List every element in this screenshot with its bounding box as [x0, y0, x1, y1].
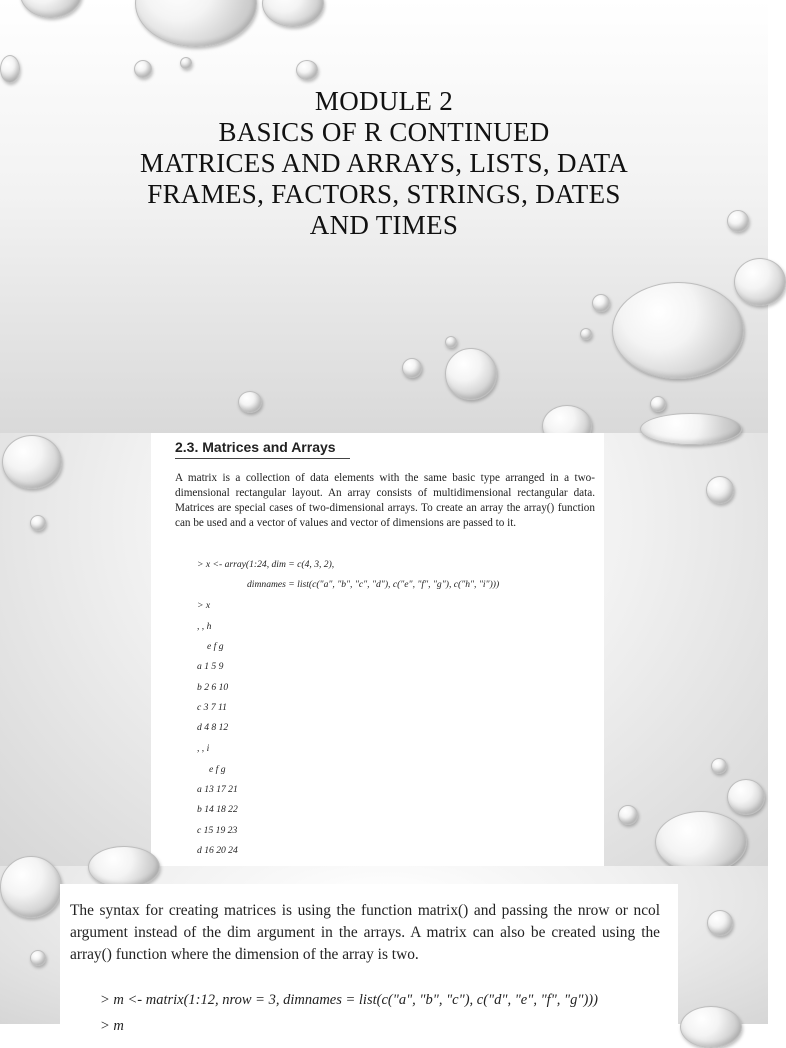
title-line: MODULE 2: [314, 86, 454, 116]
code-line: b 2 6 10: [197, 682, 229, 693]
content-slide-matrix: [0, 866, 768, 1034]
water-drop-decoration: [402, 358, 422, 378]
code-line: e f g: [207, 641, 224, 652]
title-line: BASICS OF R CONTINUED: [218, 117, 550, 147]
code-line: a 1 5 9: [197, 661, 224, 672]
code-line: > m: [100, 1018, 124, 1034]
section-heading: 2.3. Matrices and Arrays: [175, 439, 350, 459]
water-drop-decoration: [580, 328, 592, 340]
water-drop-decoration: [238, 391, 262, 413]
water-drop-decoration: [618, 805, 638, 825]
code-line: b 14 18 22: [197, 804, 238, 815]
code-line: d 4 8 12: [197, 722, 229, 733]
code-line: c 15 19 23: [197, 825, 238, 836]
code-line: > m <- matrix(1:12, nrow = 3, dimnames = list(c("a", "b", "c"), c("d", "e", "f", "g"))): [100, 992, 598, 1008]
water-drop-decoration: [88, 846, 160, 888]
water-drop-decoration: [640, 413, 742, 445]
code-line: > x: [197, 600, 211, 611]
section-paragraph: A matrix is a collection of data elements with the same basic type arranged in a two-dimensional rectangular layout. An array consists of multidimensional rectangular data. Matrices are special cases of two-dimensional arrays. To create an array the array() function can be used and a vector of values and vector of dimensions are passed to it.: [175, 472, 595, 529]
water-drop-decoration: [707, 910, 733, 936]
water-drop-decoration: [2, 435, 62, 489]
water-drop-decoration: [680, 1006, 742, 1048]
code-line: , , h: [197, 621, 212, 632]
code-line: , , i: [197, 743, 210, 754]
code-line: e f g: [209, 764, 226, 775]
code-line: c 3 7 11: [197, 702, 227, 713]
section-paragraph: The syntax for creating matrices is using the function matrix() and passing the nrow or ncol argument instead of the dim argument in the arrays. A matrix can also be created using the array() function where the dimension of the array is two.: [70, 902, 660, 963]
code-line: dimnames = list(c("a", "b", "c", "d"), c("e", "f", "g"), c("h", "i"))): [247, 579, 500, 590]
water-drop-decoration: [134, 60, 152, 78]
water-drop-decoration: [0, 55, 20, 83]
water-drop-decoration: [30, 515, 46, 531]
title-line: AND TIMES: [309, 210, 459, 240]
water-drop-decoration: [706, 476, 734, 504]
water-drop-decoration: [727, 779, 765, 815]
code-line: > x <- array(1:24, dim = c(4, 3, 2),: [197, 559, 335, 570]
water-drop-decoration: [727, 210, 749, 232]
water-drop-decoration: [650, 396, 666, 412]
title-slide: [0, 0, 768, 433]
code-line: a 13 17 21: [197, 784, 238, 795]
water-drop-decoration: [30, 950, 46, 966]
water-drop-decoration: [612, 282, 744, 379]
water-drop-decoration: [711, 758, 727, 774]
water-drop-decoration: [0, 856, 62, 918]
water-drop-decoration: [20, 0, 82, 18]
water-drop-decoration: [655, 811, 747, 873]
title-line: MATRICES AND ARRAYS, LISTS, DATA: [139, 148, 629, 178]
code-line: d 16 20 24: [197, 845, 238, 856]
water-drop-decoration: [445, 348, 497, 400]
slide-title: [84, 86, 684, 241]
water-drop-decoration: [592, 294, 610, 312]
water-drop-decoration: [180, 57, 192, 69]
water-drop-decoration: [734, 258, 786, 306]
water-drop-decoration: [262, 0, 324, 27]
title-line: FRAMES, FACTORS, STRINGS, DATES: [147, 179, 621, 209]
document-page: [60, 884, 678, 1034]
water-drop-decoration: [445, 336, 457, 348]
water-drop-decoration: [135, 0, 257, 47]
document-page: [151, 433, 604, 866]
water-drop-decoration: [296, 60, 318, 80]
content-slide-arrays: [0, 433, 768, 866]
